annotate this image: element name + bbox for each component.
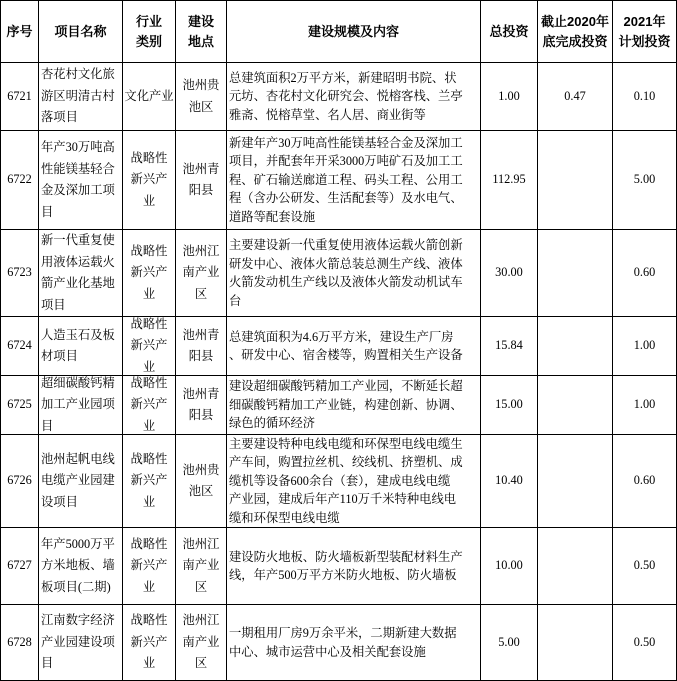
cell-total-investment: 112.95 (481, 131, 537, 229)
cell-planned-2021: 1.00 (613, 317, 676, 375)
cell-industry-category: 战略性 新兴产 业 (123, 528, 175, 604)
cell-project-name: 年产5000万平 方米地板、墙 板项目(二期) (39, 528, 122, 604)
cell-planned-2021: 5.00 (613, 131, 676, 229)
cell-project-name: 人造玉石及板 材项目 (39, 317, 122, 375)
cell-completed-by-end-2020 (538, 376, 612, 434)
cell-total-investment: 10.00 (481, 528, 537, 604)
cell-location: 池州江 南产业 区 (176, 528, 226, 604)
cell-completed-by-end-2020 (538, 605, 612, 680)
cell-industry-category: 战略性 新兴产 业 (123, 435, 175, 527)
cell-serial-no: 6721 (1, 63, 38, 130)
cell-total-investment: 1.00 (481, 63, 537, 130)
cell-location: 池州江 南产业 区 (176, 230, 226, 316)
cell-industry-category: 战略性 新兴产 业 (123, 131, 175, 229)
cell-completed-by-end-2020 (538, 131, 612, 229)
cell-completed-by-end-2020 (538, 230, 612, 316)
cell-location: 池州贵 池区 (176, 63, 226, 130)
cell-completed-by-end-2020 (538, 528, 612, 604)
cell-serial-no: 6726 (1, 435, 38, 527)
cell-location: 池州贵 池区 (176, 435, 226, 527)
cell-location: 池州江 南产业 区 (176, 605, 226, 680)
cell-industry-category: 战略性 新兴产 业 (123, 230, 175, 316)
cell-project-name: 杏花村文化旅 游区明清古村 落项目 (39, 63, 122, 130)
header-total-investment: 总投资 (481, 1, 537, 62)
header-location: 建设 地点 (176, 1, 226, 62)
cell-industry-category: 战略性 新兴产 业 (123, 376, 175, 434)
cell-completed-by-end-2020 (538, 435, 612, 527)
cell-location: 池州青 阳县 (176, 317, 226, 375)
cell-planned-2021: 0.60 (613, 230, 676, 316)
cell-scale-and-content: 总建筑面积为4.6万平方米，建设生产厂房 、研发中心、宿舍楼等，购置相关生产设备 (227, 317, 480, 375)
cell-project-name: 江南数字经济 产业园建设项 目 (39, 605, 122, 680)
cell-project-name: 年产30万吨高 性能镁基轻合 金及深加工项 目 (39, 131, 122, 229)
cell-project-name: 新一代重复使 用液体运载火 箭产业化基地 项目 (39, 230, 122, 316)
cell-serial-no: 6725 (1, 376, 38, 434)
header-completed-by-end-2020: 截止2020年 底完成投资 (538, 1, 612, 62)
header-project-name: 项目名称 (39, 1, 122, 62)
cell-planned-2021: 0.60 (613, 435, 676, 527)
cell-total-investment: 5.00 (481, 605, 537, 680)
cell-total-investment: 15.00 (481, 376, 537, 434)
cell-scale-and-content: 一期租用厂房9万余平米，二期新建大数据 中心、城市运营中心及相关配套设施 (227, 605, 480, 680)
cell-completed-by-end-2020: 0.47 (538, 63, 612, 130)
cell-industry-category: 战略性 新兴产 业 (123, 317, 175, 375)
header-serial-no: 序号 (1, 1, 38, 62)
header-industry-category: 行业 类别 (123, 1, 175, 62)
header-planned-2021: 2021年 计划投资 (613, 1, 676, 62)
cell-serial-no: 6723 (1, 230, 38, 316)
cell-serial-no: 6727 (1, 528, 38, 604)
header-scale-and-content: 建设规模及内容 (227, 1, 480, 62)
cell-total-investment: 15.84 (481, 317, 537, 375)
cell-planned-2021: 0.50 (613, 605, 676, 680)
cell-scale-and-content: 主要建设特种电线电缆和环保型电线电缆生 产车间，购置拉丝机、绞线机、挤塑机、成 缆机等设备600余台（套），建成电线电缆 产业园，建成后年产110万千米特种电线电 缆和环保型电线电缆 (227, 435, 480, 527)
cell-industry-category: 战略性 新兴产 业 (123, 605, 175, 680)
cell-scale-and-content: 建设超细碳酸钙精加工产业园，不断延长超 细碳酸钙精加工产业链，构建创新、协调、 绿色的循环经济 (227, 376, 480, 434)
cell-total-investment: 30.00 (481, 230, 537, 316)
cell-serial-no: 6724 (1, 317, 38, 375)
cell-scale-and-content: 主要建设新一代重复使用液体运载火箭创新 研发中心、液体火箭总装总测生产线、液体 火箭发动机生产线以及液体火箭发动机试车 台 (227, 230, 480, 316)
cell-total-investment: 10.40 (481, 435, 537, 527)
cell-serial-no: 6728 (1, 605, 38, 680)
cell-scale-and-content: 总建筑面积2万平方米，新建昭明书院、状 元坊、杏花村文化研究会、悦榕客栈、兰亭 雅斋、悦榕草堂、名人居、商业街等 (227, 63, 480, 130)
cell-completed-by-end-2020 (538, 317, 612, 375)
cell-scale-and-content: 新建年产30万吨高性能镁基轻合金及深加工 项目，并配套年开采3000万吨矿石及加工工 程、矿石输送廊道工程、码头工程、公用工 程（含办公研发、生活配套等）及水电气、 道路等配套设施 (227, 131, 480, 229)
cell-location: 池州青 阳县 (176, 376, 226, 434)
cell-scale-and-content: 建设防火地板、防火墙板新型装配材料生产 线，年产500万平方米防火地板、防火墙板 (227, 528, 480, 604)
cell-industry-category: 文化产业 (123, 63, 175, 130)
cell-planned-2021: 0.50 (613, 528, 676, 604)
cell-serial-no: 6722 (1, 131, 38, 229)
cell-location: 池州青 阳县 (176, 131, 226, 229)
cell-project-name: 池州起帆电线 电缆产业园建 设项目 (39, 435, 122, 527)
cell-planned-2021: 0.10 (613, 63, 676, 130)
cell-project-name: 超细碳酸钙精 加工产业园项 目 (39, 376, 122, 434)
cell-planned-2021: 1.00 (613, 376, 676, 434)
